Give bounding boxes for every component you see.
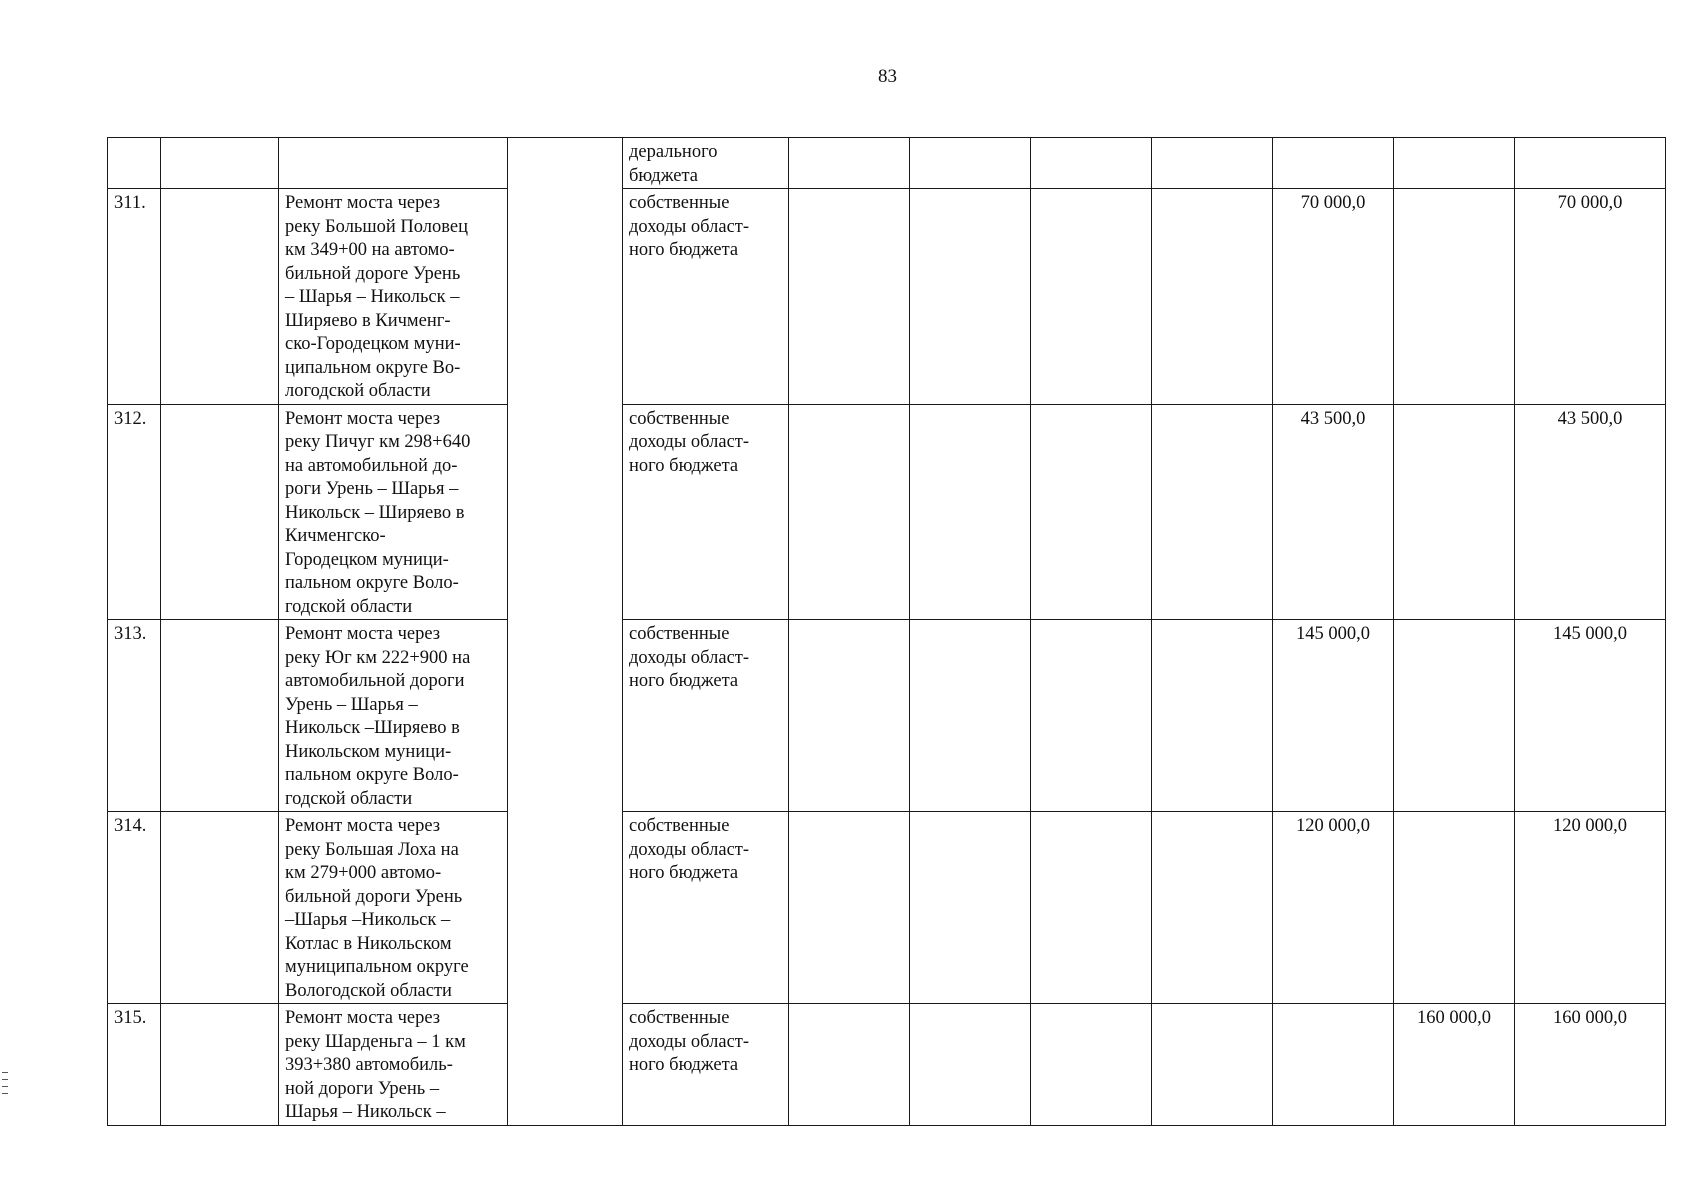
cell-num: 314.: [108, 812, 161, 1004]
cell-blank: [161, 812, 279, 1004]
cell-amount-year-b: [1394, 812, 1515, 1004]
cell-amount-year-a: [1273, 1004, 1394, 1126]
cell-funding-source: собственные доходы област- ного бюджета: [623, 404, 789, 620]
cell-name: Ремонт моста через реку Большой Половец км 349+00 на автомо- бильной дороге Урень – Шарья – Никольск – Ширяево в Кичменг- ско-Городецком муни- ципальном округе Во- логодской области: [279, 189, 508, 405]
cell-num: 315.: [108, 1004, 161, 1126]
cell-empty: [1031, 189, 1152, 405]
cell-name: Ремонт моста через реку Юг км 222+900 на автомобильной дороги Урень – Шарья – Никольск –Ширяево в Никольском муници- пальном округе Воло- годской области: [279, 620, 508, 812]
budget-table-container: [107, 137, 1666, 1126]
cell-empty: [1394, 138, 1515, 189]
cell-empty: [1152, 404, 1273, 620]
cell-empty: [1515, 138, 1666, 189]
cell-num: [108, 138, 161, 189]
cell-funding-source: дерального бюджета: [623, 138, 789, 189]
cell-amount-total: 70 000,0: [1515, 189, 1666, 405]
cell-empty: [789, 620, 910, 812]
cell-amount-year-b: [1394, 620, 1515, 812]
cell-empty: [1031, 404, 1152, 620]
cell-name: Ремонт моста через реку Большая Лоха на км 279+000 автомо- бильной дороги Урень –Шарья –Никольск – Котлас в Никольском муниципальном округе Вологодской области: [279, 812, 508, 1004]
cell-amount-year-a: 43 500,0: [1273, 404, 1394, 620]
cell-empty: [1031, 812, 1152, 1004]
cell-blank: [161, 1004, 279, 1126]
scan-mark: [2, 1072, 8, 1073]
table-row: [108, 1004, 1666, 1126]
cell-empty: [910, 620, 1031, 812]
cell-empty: [789, 812, 910, 1004]
table-row: [108, 404, 1666, 620]
table-row: [108, 620, 1666, 812]
scan-mark: [2, 1086, 8, 1087]
page-number: 83: [878, 66, 897, 87]
cell-empty: [789, 1004, 910, 1126]
scan-edge-marks: [2, 1072, 8, 1100]
cell-empty: [789, 189, 910, 405]
cell-amount-total: 43 500,0: [1515, 404, 1666, 620]
cell-amount-year-a: 70 000,0: [1273, 189, 1394, 405]
table-row: [108, 812, 1666, 1004]
cell-empty: [910, 138, 1031, 189]
cell-empty: [1152, 812, 1273, 1004]
scan-mark: [2, 1079, 8, 1080]
cell-empty: [1031, 138, 1152, 189]
cell-amount-year-b: [1394, 189, 1515, 405]
cell-amount-total: 120 000,0: [1515, 812, 1666, 1004]
scan-mark: [2, 1093, 8, 1094]
cell-funding-source: собственные доходы област- ного бюджета: [623, 620, 789, 812]
cell-num: 311.: [108, 189, 161, 405]
cell-empty: [1031, 620, 1152, 812]
cell-blank: [161, 620, 279, 812]
cell-funding-source: собственные доходы област- ного бюджета: [623, 812, 789, 1004]
cell-amount-total: 145 000,0: [1515, 620, 1666, 812]
cell-amount-year-a: 145 000,0: [1273, 620, 1394, 812]
cell-empty: [1031, 1004, 1152, 1126]
table-row: [108, 189, 1666, 405]
cell-merged-column: [508, 138, 623, 1126]
table-row-continuation: [108, 138, 1666, 189]
cell-empty: [1152, 138, 1273, 189]
budget-table: [107, 137, 1666, 1126]
cell-blank: [161, 189, 279, 405]
cell-amount-year-b: 160 000,0: [1394, 1004, 1515, 1126]
cell-empty: [1152, 620, 1273, 812]
cell-empty: [910, 1004, 1031, 1126]
cell-funding-source: собственные доходы област- ного бюджета: [623, 1004, 789, 1126]
cell-num: 313.: [108, 620, 161, 812]
cell-amount-year-a: 120 000,0: [1273, 812, 1394, 1004]
cell-name: Ремонт моста через реку Шарденьга – 1 км 393+380 автомобиль- ной дороги Урень – Шарья – Никольск –: [279, 1004, 508, 1126]
cell-empty: [789, 138, 910, 189]
cell-amount-total: 160 000,0: [1515, 1004, 1666, 1126]
cell-name: [279, 138, 508, 189]
cell-blank: [161, 404, 279, 620]
cell-empty: [789, 404, 910, 620]
cell-empty: [1152, 1004, 1273, 1126]
cell-num: 312.: [108, 404, 161, 620]
cell-blank: [161, 138, 279, 189]
cell-empty: [1273, 138, 1394, 189]
cell-name: Ремонт моста через реку Пичуг км 298+640 на автомобильной до- роги Урень – Шарья – Никольск – Ширяево в Кичменгско- Городецком муници- пальном округе Воло- годской области: [279, 404, 508, 620]
cell-empty: [1152, 189, 1273, 405]
cell-empty: [910, 189, 1031, 405]
cell-empty: [910, 812, 1031, 1004]
cell-funding-source: собственные доходы област- ного бюджета: [623, 189, 789, 405]
cell-empty: [910, 404, 1031, 620]
cell-amount-year-b: [1394, 404, 1515, 620]
